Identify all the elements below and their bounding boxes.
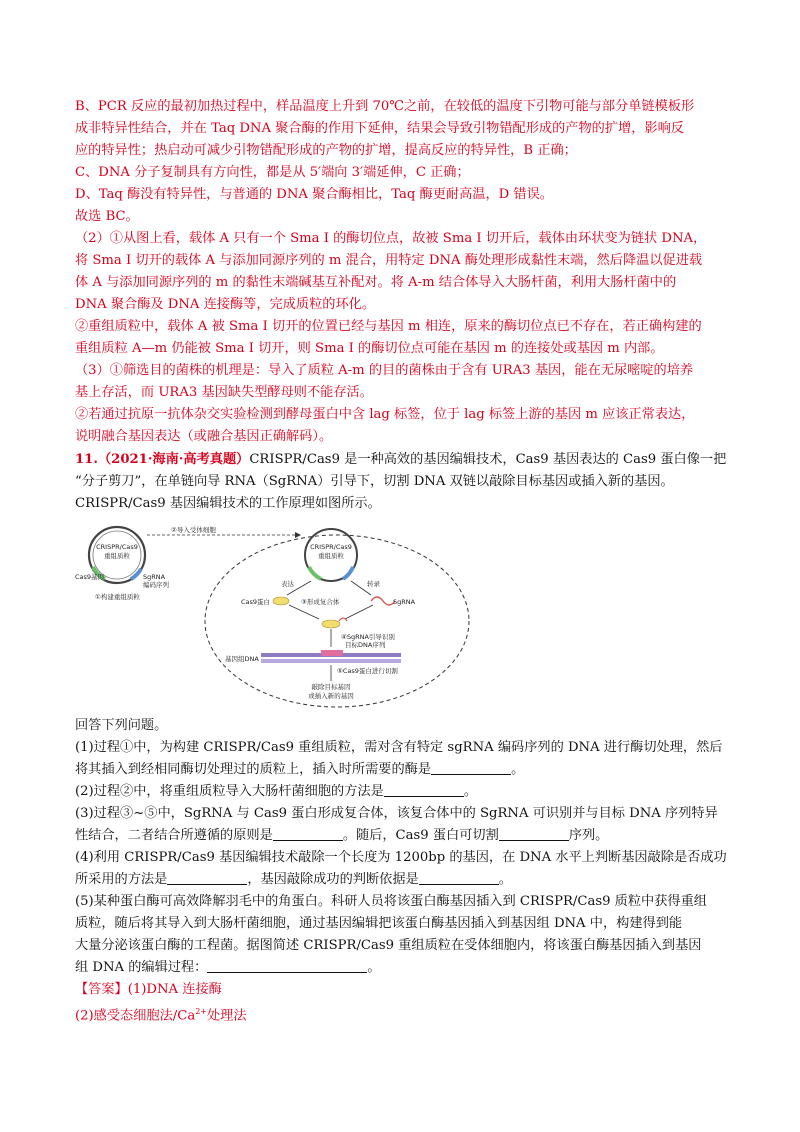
- period: 。: [367, 960, 381, 975]
- answer-2-sup: 2+: [195, 1007, 207, 1016]
- target-site: [321, 650, 343, 656]
- answer-blank-4a[interactable]: [167, 870, 247, 885]
- solution-line: （3）①筛选目的菌株的机理是：导入了质粒 A-m 的目的菌株由于含有 URA3 基因，能在无尿嘧啶的培养: [75, 363, 694, 378]
- answer-blank-4b[interactable]: [419, 870, 499, 885]
- step5-label: ⑤Cas9蛋白进行切割: [337, 667, 398, 675]
- solution-line: 基上存活，而 URA3 基因缺失型酵母则不能存活。: [75, 385, 373, 400]
- genome-label: 基因组DNA: [225, 655, 259, 663]
- period: 。: [463, 784, 477, 799]
- cas9-protein-label: Cas9蛋白: [241, 598, 271, 606]
- express-label: 表达: [281, 580, 294, 588]
- sub-question-2: [75, 781, 735, 803]
- answer-blank-3b[interactable]: [499, 826, 569, 841]
- sub-question-1-cont: [75, 759, 735, 781]
- solution-line: B、PCR 反应的最初加热过程中，样品温度上升到 70℃之前，在较低的温度下引物可能与部分单链模板形: [75, 99, 695, 114]
- sub4-text-2: ，基因敲除成功的判断依据是: [247, 872, 419, 887]
- step4-label-2: 目标DNA序列: [345, 641, 386, 649]
- complex-arrow-left: [289, 605, 319, 619]
- transcribe-label: 转录: [367, 580, 380, 588]
- sub-question-5-cont: [75, 957, 735, 979]
- sgrna-shape: [371, 597, 395, 605]
- solution-line: 体 A 与添加同源序列的 m 的黏性末端碱基互补配对。将 A-m 结合体导入大肠杆菌，利用大肠杆菌中的: [75, 275, 677, 290]
- solution-line: 重组质粒 A—m 仍能被 Sma I 切开，则 Sma I 的酶切位点可能在基因 m 的连接处或基因 m 内部。: [75, 341, 664, 356]
- solution-line: C、DNA 分子复制具有方向性，都是从 5′端向 3′端延伸，C 正确；: [75, 165, 470, 180]
- intro-text: CRISPR/Cas9 是一种高效的基因编辑技术，Cas9 基因表达的 Cas9 蛋白像一把: [249, 452, 727, 467]
- crispr-diagram-svg: [75, 521, 475, 709]
- step3-label: ③形成复合体: [301, 598, 340, 606]
- answer-blank-3a[interactable]: [273, 826, 343, 841]
- sub-question-3: (3)过程③~⑤中，SgRNA 与 Cas9 蛋白形成复合体，该复合体中的 SgRNA 可识别并与目标 DNA 序列特异: [75, 806, 718, 821]
- sub1-text: 将其插入到经相同酶切处理过的质粒上，插入时所需要的酶是: [75, 762, 432, 777]
- sgrna-seq-label2: 编码序列: [143, 581, 169, 589]
- sub-question-4: (4)利用 CRISPR/Cas9 基因编辑技术敲除一个长度为 1200bp 的基因，在 DNA 水平上判断基因敲除是否成功: [75, 850, 727, 865]
- solution-line: ②若通过抗原一抗体杂交实验检测到酵母蛋白中含 lag 标签，位于 lag 标签上游的基因 m 应该正常表达，: [75, 407, 695, 422]
- plasmid-right-label: CRISPR/Cas9: [310, 543, 352, 551]
- solution-block: [75, 96, 735, 448]
- solution-line: ②重组质粒中，载体 A 被 Sma I 切开的位置已经与基因 m 相连，原来的酶切位点已不存在，若正确构建的: [75, 319, 702, 334]
- solution-line: 成非特异性结合，并在 Taq DNA 聚合酶的作用下延伸，结果会导致引物错配形成的产物的扩增，影响反: [75, 121, 684, 136]
- page: [75, 96, 735, 1027]
- sgrna-label: SgRNA: [393, 598, 416, 606]
- answer-tag: 【答案】: [75, 982, 128, 997]
- answer-2: (2)感受态细胞法/Ca: [75, 1008, 196, 1024]
- crispr-diagram: [75, 521, 475, 709]
- solution-line: 说明融合基因表达（或融合基因正确解码）。: [75, 429, 333, 444]
- answer-blank-5[interactable]: [207, 958, 367, 973]
- question-source: （2021·海南·高考真题）: [97, 452, 250, 467]
- step1-label: ①构建重组质粒: [95, 593, 140, 601]
- cas9-gene-segment-right: [309, 567, 321, 579]
- solution-line: 应的特异性；热启动可减少引物错配形成的产物的扩增，提高反应的特异性，B 正确；: [75, 143, 577, 158]
- complex-arrow-right: [345, 605, 373, 619]
- sub-question-3-cont: [75, 825, 735, 847]
- sgrna-gene-segment: [131, 569, 141, 579]
- sub-question-5-cont: 质粒，随后将其导入到大肠杆菌细胞，通过基因编辑把该蛋白酶基因插入到基因组 DNA 中，构建得到能: [75, 916, 683, 931]
- sub5-text: 组 DNA 的编辑过程：: [75, 960, 208, 975]
- solution-line: 故选 BC。: [75, 209, 139, 224]
- question-number: 11.: [75, 452, 98, 467]
- sub3-text: 性结合，二者结合所遵循的原则是: [75, 828, 273, 843]
- cas9-gene-label: Cas9基因: [75, 573, 105, 581]
- answer-line-1: [75, 979, 735, 1001]
- sub-question-5-cont: 大量分泌该蛋白酶的工程菌。据图简述 CRISPR/Cas9 重组质粒在受体细胞内，将该蛋白酶基因插入到基因: [75, 938, 702, 953]
- question-11: [75, 449, 735, 1027]
- solution-line: D、Taq 酶没有特异性，与普通的 DNA 聚合酶相比，Taq 酶更耐高温，D 错误。: [75, 187, 553, 202]
- answer-2-post: 处理法: [207, 1008, 247, 1024]
- answer-blank-1[interactable]: [431, 760, 511, 775]
- sgrna-gene-segment-right: [343, 567, 353, 579]
- sgrna-seq-label: SgRNA: [143, 573, 166, 581]
- solution-line: 将 Sma I 切开的载体 A 与添加同源序列的 m 混合，用特定 DNA 酶处理形成黏性末端，然后降温以促进载: [75, 253, 703, 268]
- step4-label: ④SgRNA引导识别: [341, 633, 395, 641]
- answer-1: (1)DNA 连接酶: [127, 982, 222, 997]
- period: 。: [511, 762, 525, 777]
- sub3-text-3: 序列。: [568, 828, 609, 843]
- period: 。: [498, 872, 512, 887]
- question-intro: [75, 449, 735, 471]
- answer-line-2: [75, 1001, 735, 1027]
- sub2-text: (2)过程②中，将重组质粒导入大肠杆菌细胞的方法是: [75, 784, 384, 799]
- result-label-2: 或插入新的基因: [308, 692, 354, 700]
- solution-line: （2）①从图上看，载体 A 只有一个 Sma I 的酶切位点，故被 Sma I 切开后，载体由环状变为链状 DNA，: [75, 231, 707, 246]
- sub-question-5: (5)某种蛋白酶可高效降解羽毛中的角蛋白。科研人员将该蛋白酶基因插入到 CRISPR/Cas9 质粒中获得重组: [75, 894, 707, 909]
- solution-line: DNA 聚合酶及 DNA 连接酶等，完成质粒的环化。: [75, 297, 376, 312]
- intro-line: CRISPR/Cas9 基因编辑技术的工作原理如图所示。: [75, 496, 381, 511]
- cas9-protein-shape: [273, 597, 289, 605]
- sub-question-4-cont: [75, 869, 735, 891]
- plasmid-left-sub: 重组质粒: [104, 552, 130, 560]
- plasmid-right-sub: 重组质粒: [318, 552, 344, 560]
- complex-shape: [322, 620, 340, 628]
- sub4-text: 所采用的方法是: [75, 872, 168, 887]
- genome-dna-bottom: [261, 659, 401, 663]
- sub-question-1: (1)过程①中，为构建 CRISPR/Cas9 重组质粒，需对含有特定 sgRNA 编码序列的 DNA 进行酶切处理，然后: [75, 740, 723, 755]
- plasmid-left-label: CRISPR/Cas9: [96, 543, 138, 551]
- result-label-1: 敲除目标基因: [311, 683, 351, 691]
- intro-line: “分子剪刀”，在单链向导 RNA（SgRNA）引导下，切割 DNA 双链以敲除目标基因或插入新的基因。: [75, 474, 674, 489]
- step2-arrowhead: [295, 532, 301, 538]
- sub3-text-2: 。随后，Cas9 蛋白可切割: [342, 828, 499, 843]
- step2-label: ②导入受体细胞: [171, 526, 216, 534]
- answer-blank-2[interactable]: [384, 782, 464, 797]
- answer-prompt: 回答下列问题。: [75, 718, 168, 733]
